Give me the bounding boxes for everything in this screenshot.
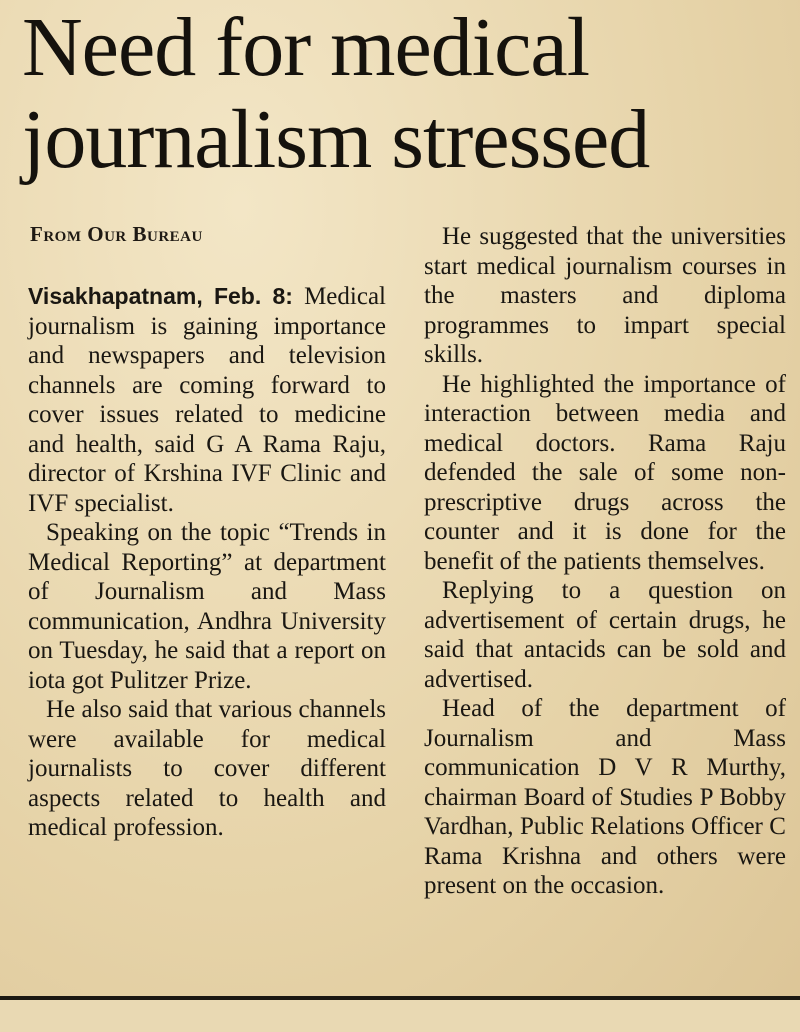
byline: From Our Bureau (30, 222, 203, 246)
paragraph-3: He also said that various channels were available for medical journalists to cover different aspects related to health and medical profession. (28, 696, 386, 841)
article-column-left (28, 282, 386, 843)
paragraph-4: He suggested that the universities start medical journalism courses in the masters and diploma programmes to impart special skills. (424, 223, 786, 368)
paragraph-7: Head of the department of Journalism and Mass communication D V R Murthy, chairman Board of Studies P Bobby Vardhan, Public Relations Officer C Rama Krishna and others were present on the occasion. (424, 695, 786, 899)
paragraph-5: He highlighted the importance of interaction between media and medical doctors. Rama Raju defended the sale of some non-prescriptive drugs across the counter and it is done for the benefit of the patients themselves. (424, 370, 786, 575)
bottom-margin (0, 1000, 800, 1032)
dateline: Visakhapatnam, Feb. 8: (28, 283, 293, 309)
article-column-right (424, 222, 786, 901)
paragraph-2: Speaking on the topic “Trends in Medical Reporting” at department of Journalism and Mass communication, Andhra University on Tuesday, he said that a report on iota got Pulitzer Prize. (28, 519, 386, 694)
paragraph-1 (28, 282, 386, 518)
headline: Need for medical journalism stressed (22, 1, 650, 186)
paragraph-1-text: Medical journalism is gaining importance and newspapers and television channels are coming forward to cover issues related to medicine and health, said G A Rama Raju, director of Krshina IVF Clinic and IVF specialist. (28, 283, 386, 517)
paragraph-6: Replying to a question on advertisement of certain drugs, he said that antacids can be sold and advertised. (424, 577, 786, 693)
